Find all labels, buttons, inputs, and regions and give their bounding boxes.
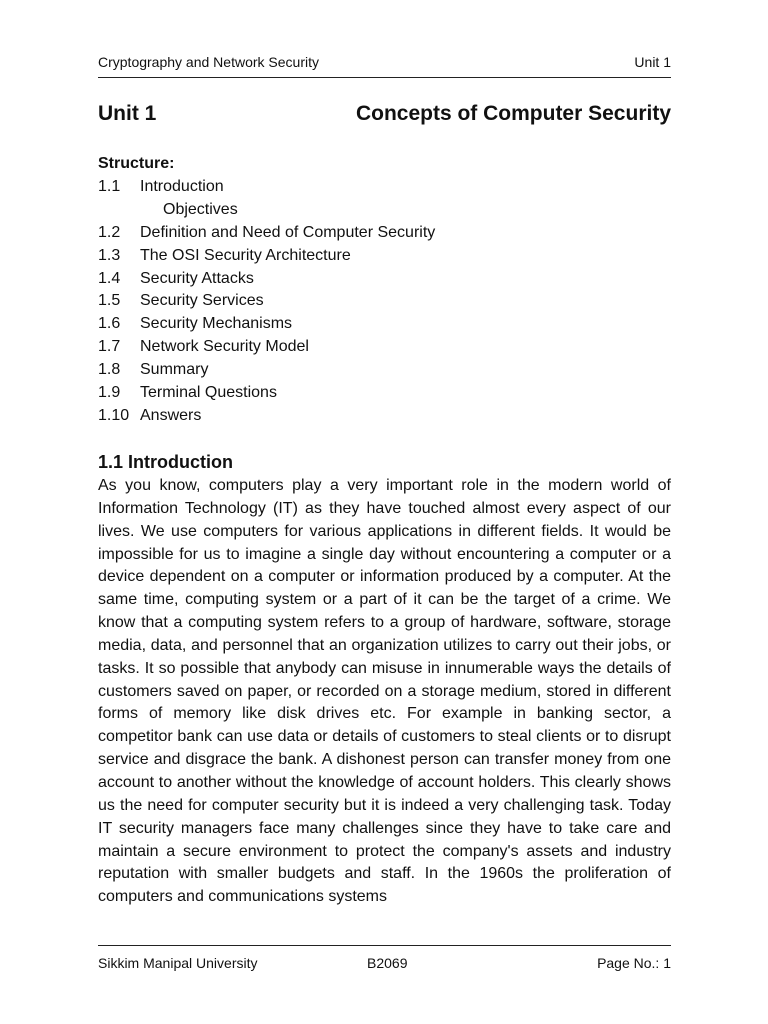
header-divider xyxy=(98,77,671,78)
toc-item-number: 1.7 xyxy=(98,338,121,356)
toc-item xyxy=(98,176,671,199)
toc-item xyxy=(98,336,671,359)
unit-number: Unit 1 xyxy=(98,102,157,125)
toc-item-label: Summary xyxy=(140,361,209,379)
toc-item-number: 1.4 xyxy=(98,269,121,287)
toc-item xyxy=(98,382,671,405)
footer-divider xyxy=(98,945,671,946)
header-unit-label: Unit 1 xyxy=(634,54,671,70)
section-heading: 1.1 Introduction xyxy=(98,452,233,472)
toc-item-label: Introduction xyxy=(140,177,224,195)
structure-heading: Structure: xyxy=(98,155,175,172)
toc-item xyxy=(98,290,671,313)
toc-item xyxy=(98,313,671,336)
toc-item-label: The OSI Security Architecture xyxy=(140,246,351,264)
toc-item-label: Security Mechanisms xyxy=(140,315,293,333)
toc-item-number: 1.10 xyxy=(98,406,130,424)
toc-item xyxy=(98,405,671,428)
toc-item-number: 1.5 xyxy=(98,292,121,310)
toc-item-number: 1.6 xyxy=(98,315,121,333)
toc-item-number: 1.2 xyxy=(98,223,121,241)
footer-page-number: Page No.: 1 xyxy=(597,955,671,971)
toc-item xyxy=(98,245,671,268)
toc-item xyxy=(98,268,671,291)
toc-item-label: Security Attacks xyxy=(140,269,254,287)
toc-item-label: Terminal Questions xyxy=(140,384,277,402)
toc-item-label: Objectives xyxy=(163,200,238,218)
toc-item-label: Security Services xyxy=(140,292,264,310)
toc-item-number: 1.8 xyxy=(98,361,121,379)
toc-item xyxy=(98,199,671,222)
document-page xyxy=(98,0,671,1024)
body-paragraph: As you know, computers play a very important role in the modern world of Information Technology (IT) as they have touched almost every aspect of our lives. We use computers for various applications in different fields. It would be impossible for us to imagine a single day without encountering a computer or a device dependent on a computer or information produced by a computer. At the same time, computing system or a part of it can be the target of a crime. We know that a computing system refers to a group of hardware, software, storage media, data, and personnel that an organization utilizes to carry out their jobs, or tasks. It so possible that anybody can misuse in innumerable ways the details of customers saved on paper, or recorded on a storage medium, stored in different forms of memory like disk drives etc. For example in banking sector, a competitor bank can use data or details of customers to steal clients or to disrupt service and disgrace the bank. A dishonest person can transfer money from one account to another without the knowledge of account holders. This clearly shows us the need for computer security but it is indeed a very challenging task. Today IT security managers face many challenges since they have to take care and maintain a secure environment to protect the company's assets and industry reputation with smaller budgets and staff. In the 1960s the proliferation of computers and communications systems xyxy=(98,477,671,906)
unit-title: Concepts of Computer Security xyxy=(355,102,671,125)
footer-university: Sikkim Manipal University xyxy=(98,955,258,971)
toc-item xyxy=(98,359,671,382)
toc-item xyxy=(98,222,671,245)
toc-item-number: 1.9 xyxy=(98,384,121,402)
footer-course-code: B2069 xyxy=(367,955,408,971)
unit-title-row xyxy=(98,100,671,128)
header-course-title: Cryptography and Network Security xyxy=(98,54,319,70)
structure-list xyxy=(98,153,671,428)
toc-item-label: Answers xyxy=(140,406,202,424)
toc-item-label: Definition and Need of Computer Security xyxy=(140,223,436,241)
running-header xyxy=(98,53,671,71)
toc-item-label: Network Security Model xyxy=(140,338,309,356)
toc-items xyxy=(98,176,671,428)
toc-item-number: 1.1 xyxy=(98,177,121,195)
toc-item-number: 1.3 xyxy=(98,246,121,264)
